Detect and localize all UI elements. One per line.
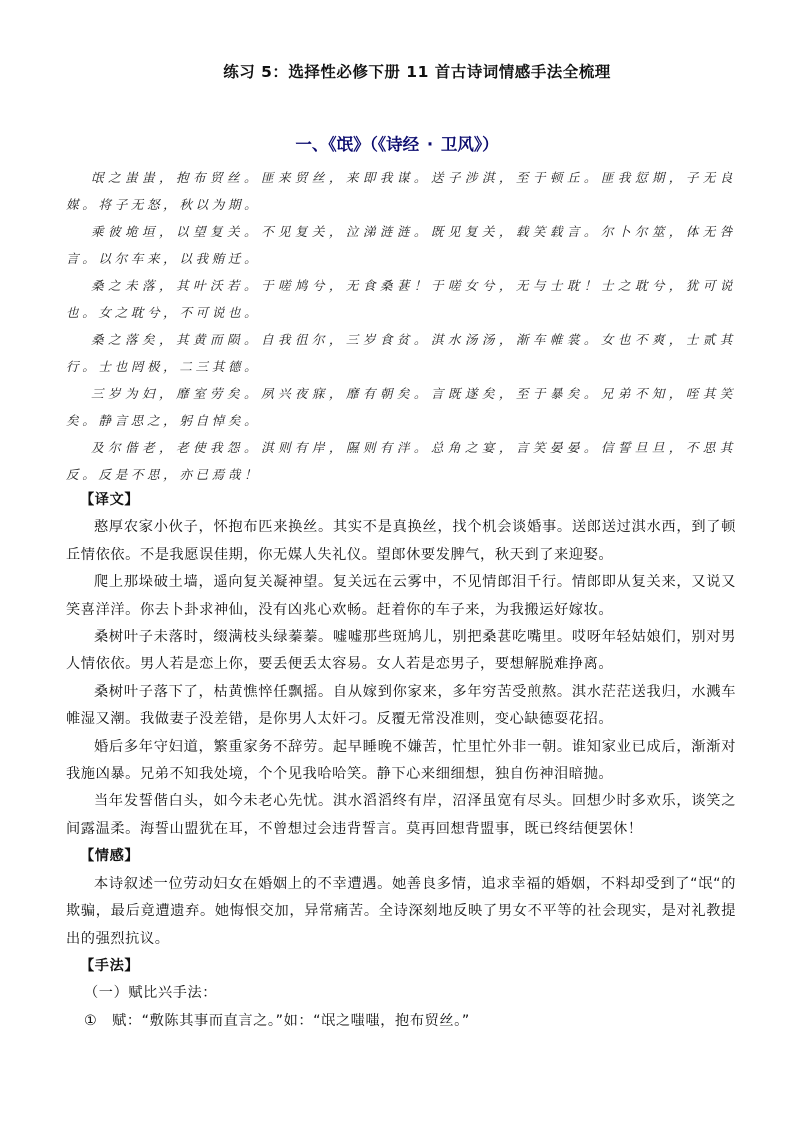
poem-stanza: 乘彼垝垣，以望复关。不见复关，泣涕涟涟。既见复关，载笑载言。尔卜尔筮，体无咎言。以尔车来，以我贿迁。 xyxy=(66,224,736,266)
poem-text xyxy=(66,164,736,488)
poem-stanza: 及尔偕老，老使我怨。淇则有岸，隰则有泮。总角之宴，言笑晏晏。信誓旦旦，不思其反。反是不思，亦已焉哉！ xyxy=(66,440,736,482)
translation-paragraph: 当年发誓偕白头，如今未老心先忧。淇水滔滔终有岸，沼泽虽宽有尽头。回想少时多欢乐，谈笑之间露温柔。海誓山盟犹在耳，不曾想过会违背誓言。莫再回想背盟事，既已终结便罢休！ xyxy=(66,793,736,837)
translation-paragraph: 爬上那垛破土墙，遥向复关凝神望。复关远在云雾中，不见情郎泪千行。情郎即从复关来，又说又笑喜洋洋。你去卜卦求神仙，没有凶兆心欢畅。赶着你的车子来，为我搬运好嫁妆。 xyxy=(66,574,736,618)
translation-paragraph: 桑树叶子未落时，缀满枝头绿蓁蓁。嘘嘘那些斑鸠儿，别把桑葚吃嘴里。哎呀年轻姑娘们，别对男人情依依。男人若是恋上你，要丢便丢太容易。女人若是恋男子，要想解脱难挣离。 xyxy=(66,629,736,673)
translation-heading: 【译文】 xyxy=(80,492,140,508)
section-title: 一、《氓》（《诗经 · 卫风》） xyxy=(295,135,499,154)
technique-heading: 【手法】 xyxy=(80,957,140,974)
translation-paragraph: 婚后多年守妇道，繁重家务不辞劳。起早睡晚不嫌苦，忙里忙外非一朝。谁知家业已成后，渐渐对我施凶暴。兄弟不知我处境，个个见我哈哈笑。静下心来细细想，独自伤神泪暗抛。 xyxy=(66,738,736,783)
translation-paragraph: 桑树叶子落下了，枯黄憔悴任飘摇。自从嫁到你家来，多年穷苦受煎熬。淇水茫茫送我归，水溅车帷湿又潮。我做妻子没差错，是你男人太奸刁。反覆无常没准则，变心缺德耍花招。 xyxy=(66,683,736,728)
poem-stanza: 三岁为妇，靡室劳矣。夙兴夜寐，靡有朝矣。言既遂矣，至于暴矣。兄弟不知，咥其笑矣。静言思之，躬自悼矣。 xyxy=(66,386,736,428)
document-title: 练习 5：选择性必修下册 11 首古诗词情感手法全梳理 xyxy=(223,63,611,81)
commentary xyxy=(66,487,736,1035)
poem-stanza: 桑之落矣，其黄而陨。自我徂尔，三岁食贫。淇水汤汤，渐车帷裳。女也不爽，士贰其行。士也罔极，二三其德。 xyxy=(66,332,736,374)
poem-stanza: 氓之蚩蚩，抱布贸丝。匪来贸丝，来即我谋。送子涉淇，至于顿丘。匪我愆期，子无良媒。将子无怒，秋以为期。 xyxy=(66,170,736,212)
poem-stanza: 桑之未落，其叶沃若。于嗟鸠兮，无食桑葚！于嗟女兮，无与士耽！士之耽兮，犹可说也。女之耽兮，不可说也。 xyxy=(66,278,736,320)
technique-item: ① 赋：“敷陈其事而直言之。”如：“氓之嗤嗤，抱布贸丝。” xyxy=(84,1012,470,1029)
emotion-paragraph: 本诗叙述一位劳动妇女在婚姻上的不幸遭遇。她善良多情，追求幸福的婚姻，不料却受到了“氓“的欺骗，最后竟遭遗弃。她悔恨交加，异常痛苦。全诗深刻地反映了男女不平等的社会现实，是对礼教提出的强烈抗议。 xyxy=(66,875,736,947)
emotion-heading: 【情感】 xyxy=(80,848,140,865)
technique-subheading: （一）赋比兴手法： xyxy=(84,985,218,1002)
translation-paragraph: 憨厚农家小伙子，怀抱布匹来换丝。其实不是真换丝，找个机会谈婚事。送郎送过淇水西，到了顿丘情依依。不是我愿误佳期，你无媒人失礼仪。望郎休要发脾气，秋天到了来迎娶。 xyxy=(66,519,736,563)
